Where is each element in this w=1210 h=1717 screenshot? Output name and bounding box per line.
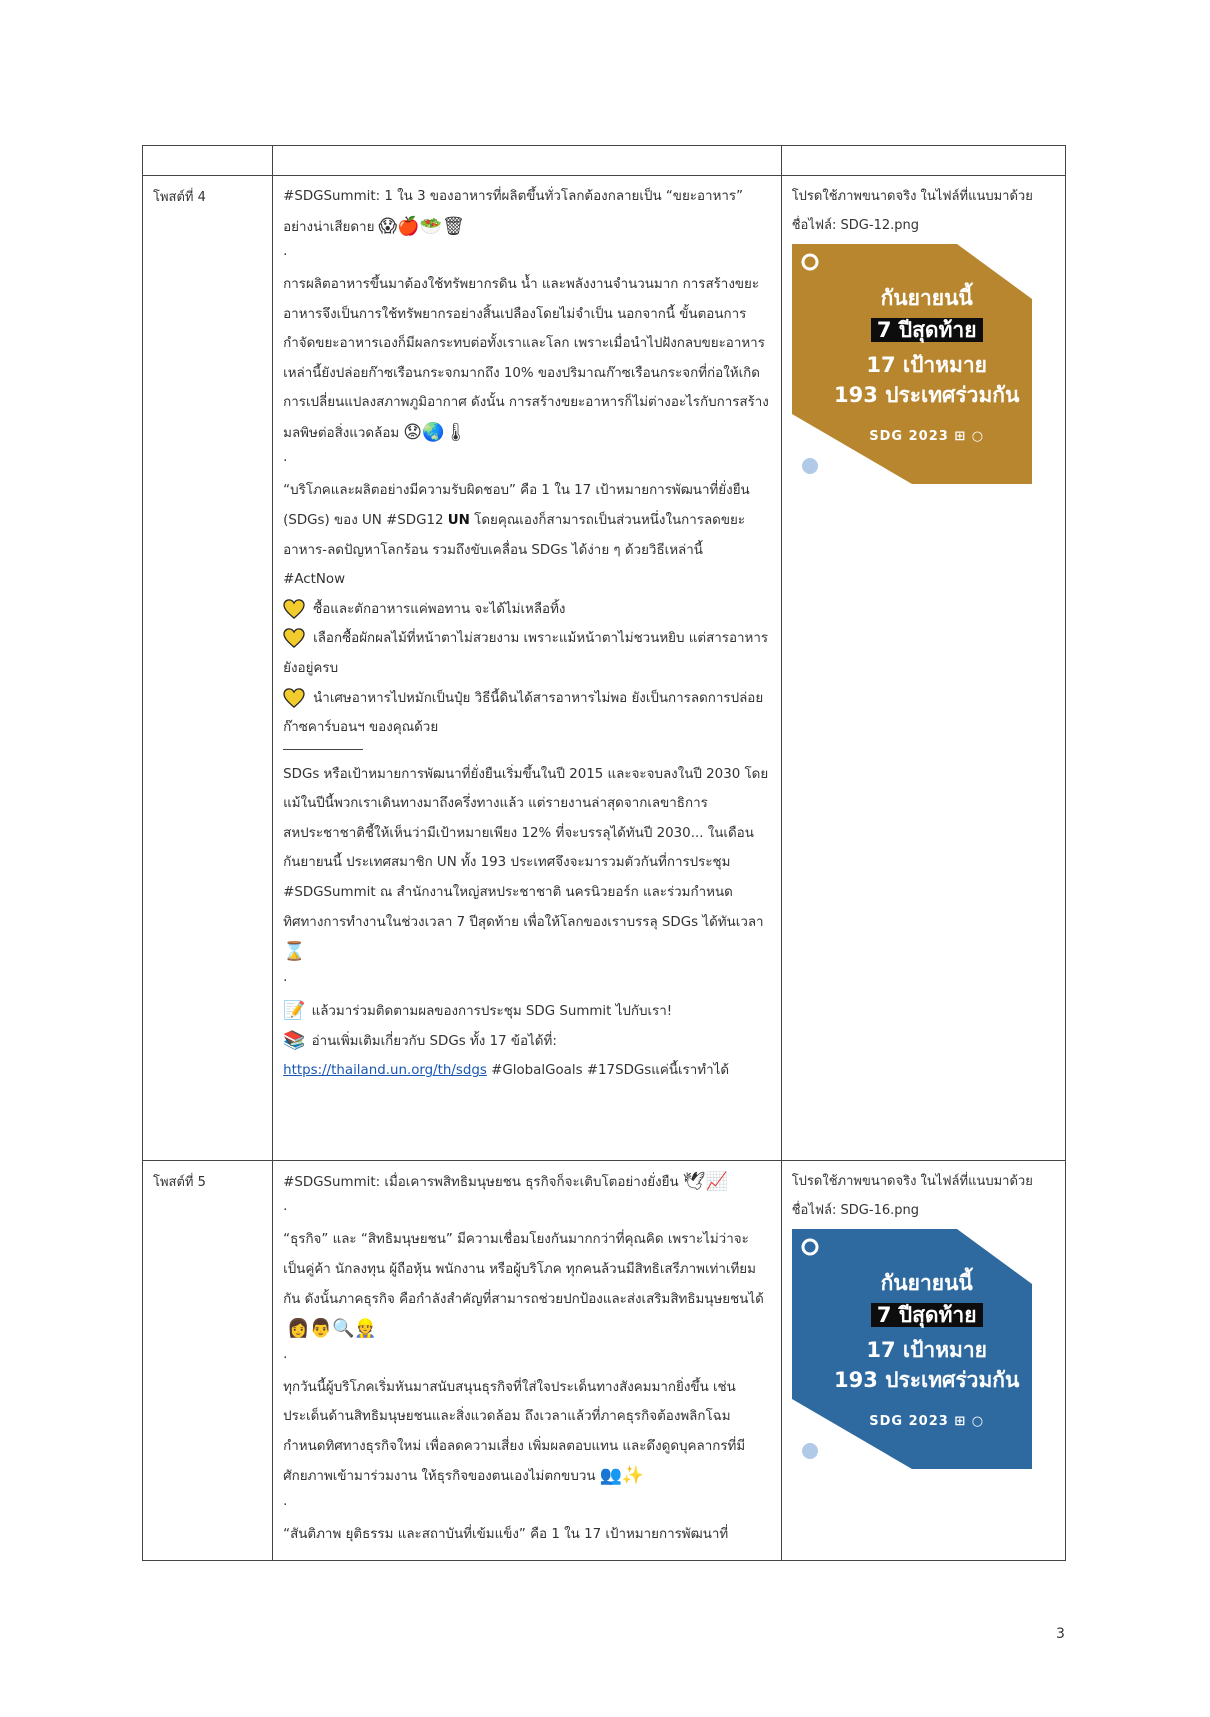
page-number: 3: [1056, 1626, 1065, 1642]
post-content: [273, 176, 781, 1086]
sdgs-link[interactable]: https://thailand.un.org/th/sdgs: [283, 1063, 487, 1079]
post-headline-cont: อย่างน่าเสียดาย: [283, 219, 375, 235]
post-label: โพสต์ที่ 4: [153, 190, 206, 205]
books-icon: 📚: [283, 1030, 306, 1052]
separator-dot: .: [283, 1199, 288, 1215]
image-cell: [782, 1161, 1065, 1475]
yellow-heart-icon: [283, 599, 305, 619]
sdg12-image: กันยายนนี้ 7 ปีสุดท้าย 17 เป้าหมาย 193 ประเทศร่วมกัน SDG 2023 ⊞ ○: [792, 244, 1032, 484]
paragraph-sdg12-a: “บริโภคและผลิตอย่างมีความรับผิดชอบ” คือ 1 ใน 17 เป้าหมายการพัฒนาที่ยั่งยืน (SDGs) ของ UN #SDG12: [283, 483, 750, 528]
memo-icon: 📝: [283, 999, 306, 1021]
paragraph-sdg16: “สันติภาพ ยุติธรรม และสถาบันที่เข้มแข็ง” คือ 1 ใน 17 เป้าหมายการพัฒนาที่: [283, 1526, 729, 1542]
separator-dot: .: [283, 450, 288, 466]
paragraph-business-rights: “ธุรกิจ” และ “สิทธิมนุษยชน” มีความเชื่อมโยงกันมากกว่าที่คุณคิด เพราะไม่ว่าจะเป็นคู่ค้า นักลงทุน ผู้ถือหุ้น พนักงาน หรือผู้บริโภค ทุกคนล้วนมีสิทธิเสรีภาพเท่าเทียมกัน ดังนั้นภาคธุรกิจ คือกำลังสำคัญที่สามารถช่วยปกป้องและส่งเสริมสิทธิมนุษยชนได้: [283, 1232, 764, 1307]
yellow-heart-icon: [283, 688, 305, 708]
image-filename: ชื่อไฟล์: SDG-12.png: [791, 218, 919, 233]
table-row: [143, 176, 1066, 1161]
people-emoji-icons: 👩👨🔍👷: [287, 1318, 377, 1340]
table-header-row: [143, 146, 1066, 176]
content-table: [142, 145, 1066, 1561]
yellow-heart-icon: [283, 628, 305, 648]
team-emoji-icons: 👥✨: [599, 1465, 645, 1487]
hashtag-actnow: #ActNow: [283, 572, 346, 588]
separator-dot: .: [283, 243, 288, 259]
divider-line: [283, 749, 363, 750]
paragraph-sdg12-b: โดยคุณเองก็สามารถเป็นส่วนหนึ่งในการลดขยะอาหาร-ลดปัญหาโลกร้อน รวมถึงขับเคลื่อน SDGs ได้ง่าย ๆ ด้วยวิธีเหล่านี้: [283, 512, 746, 558]
post-headline: #SDGSummit: เมื่อเคารพสิทธิมนุษยชน ธุรกิจก็จะเติบโตอย่างยั่งยืน: [283, 1174, 679, 1190]
image-filename: ชื่อไฟล์: SDG-16.png: [791, 1203, 919, 1218]
tip-2: เลือกซื้อผักผลไม้ที่หน้าตาไม่สวยงาม เพราะแม้หน้าตาไม่ชวนหยิบ แต่สารอาหารยังอยู่ครบ: [283, 631, 769, 676]
separator-dot: .: [283, 969, 288, 985]
post-content: [273, 1161, 781, 1549]
image-note: โปรดใช้ภาพขนาดจริง ในไฟล์ที่แนบมาด้วย: [791, 189, 1033, 204]
follow-summit-text: แล้วมาร่วมติดตามผลของการประชุม SDG Summit ไปกับเรา!: [311, 1003, 673, 1019]
business-emoji-icons: 🕊📈: [682, 1171, 728, 1192]
waste-emoji-icons: 😱🍎🥗🗑: [378, 215, 465, 237]
sdg16-image: กันยายนนี้ 7 ปีสุดท้าย 17 เป้าหมาย 193 ประเทศร่วมกัน SDG 2023 ⊞ ○: [792, 1229, 1032, 1469]
tip-3: นำเศษอาหารไปหมักเป็นปุ๋ย วิธีนี้ดินได้สารอาหารไม่พอ ยังเป็นการลดการปล่อยก๊าซคาร์บอนฯ ของคุณด้วย: [283, 690, 764, 736]
separator-dot: .: [283, 1346, 288, 1362]
read-more-text: อ่านเพิ่มเติมเกี่ยวกับ SDGs ทั้ง 17 ข้อได้ที่:: [311, 1033, 557, 1049]
table-row: [143, 1161, 1066, 1561]
environment-emoji-icons: 😟🌏🌡: [403, 421, 468, 443]
post-label: โพสต์ที่ 5: [153, 1175, 206, 1190]
tip-1: ซื้อและตักอาหารแค่พอทาน จะได้ไม่เหลือทิ้ง: [313, 601, 566, 617]
image-note: โปรดใช้ภาพขนาดจริง ในไฟล์ที่แนบมาด้วย: [791, 1174, 1033, 1189]
separator-dot: .: [283, 1493, 288, 1509]
image-cell: [782, 176, 1065, 490]
paragraph-consumers: ทุกวันนี้ผู้บริโภคเริ่มหันมาสนับสนุนธุรกิจที่ใส่ใจประเด็นทางสังคมมากยิ่งขึ้น เช่น ประเด็นด้านสิทธิมนุษยชนและสิ่งแวดล้อม ถึงเวลาแล้วที่ภาคธุรกิจต้องพลิกโฉมกำหนดทิศทางธุรกิจใหม่ เพื่อลดความเสี่ยง เพิ่มผลตอบแทน และดึงดูดบุคลากรที่มีศักยภาพเข้ามาร่วมงาน ให้ธุรกิจของตนเองไม่ตกขบวน: [283, 1379, 746, 1485]
post-headline: #SDGSummit: 1 ใน 3 ของอาหารที่ผลิตขึ้นทั่วโลกต้องกลายเป็น “ขยะอาหาร”: [283, 189, 744, 204]
hourglass-icon: ⌛: [283, 941, 306, 963]
un-logo-text: UN: [447, 512, 470, 528]
paragraph-food-resources: การผลิตอาหารขึ้นมาต้องใช้ทรัพยากรดิน น้ำ และพลังงานจำนวนมาก การสร้างขยะอาหารจึงเป็นการใช้ทรัพยากรอย่างสิ้นเปลืองโดยไม่จำเป็น นอกจากนี้ ขั้นตอนการกำจัดขยะอาหารเองก็มีผลกระทบต่อทั้งเราและโลก เพราะเมื่อนำไปฝังกลบขยะอาหารเหล่านี้ยังปล่อยก๊าซเรือนกระจกมากถึง 10% ของปริมาณก๊าซเรือนกระจกที่ก่อให้เกิดการเปลี่ยนแปลงสภาพภูมิอากาศ ดังนั้น การสร้างขยะอาหารก็ไม่ต่างอะไรกับการสร้างมลพิษต่อสิ่งแวดล้อม: [283, 276, 769, 441]
paragraph-sdg-summit: SDGs หรือเป้าหมายการพัฒนาที่ยั่งยืนเริ่มขึ้นในปี 2015 และจะจบลงในปี 2030 โดยแม้ในปีนี้พวกเราเดินทางมาถึงครึ่งทางแล้ว แต่รายงานล่าสุดจากเลขาธิการสหประชาชาติชี้ให้เห็นว่ามีเป้าหมายเพียง 12% ที่จะบรรลุได้ทันปี 2030... ในเดือนกันยายนนี้ ประเทศสมาชิก UN ทั้ง 193 ประเทศจึงจะมารวมตัวกันที่การประชุม #SDGSummit ณ สำนักงานใหญ่สหประชาชาติ นครนิวยอร์ก และร่วมกำหนดทิศทางการทำงานในช่วงเวลา 7 ปีสุดท้าย เพื่อให้โลกของเราบรรลุ SDGs ได้ทันเวลา: [283, 766, 769, 930]
hashtags: #GlobalGoals #17SDGsแค่นี้เราทำได้: [491, 1063, 730, 1079]
